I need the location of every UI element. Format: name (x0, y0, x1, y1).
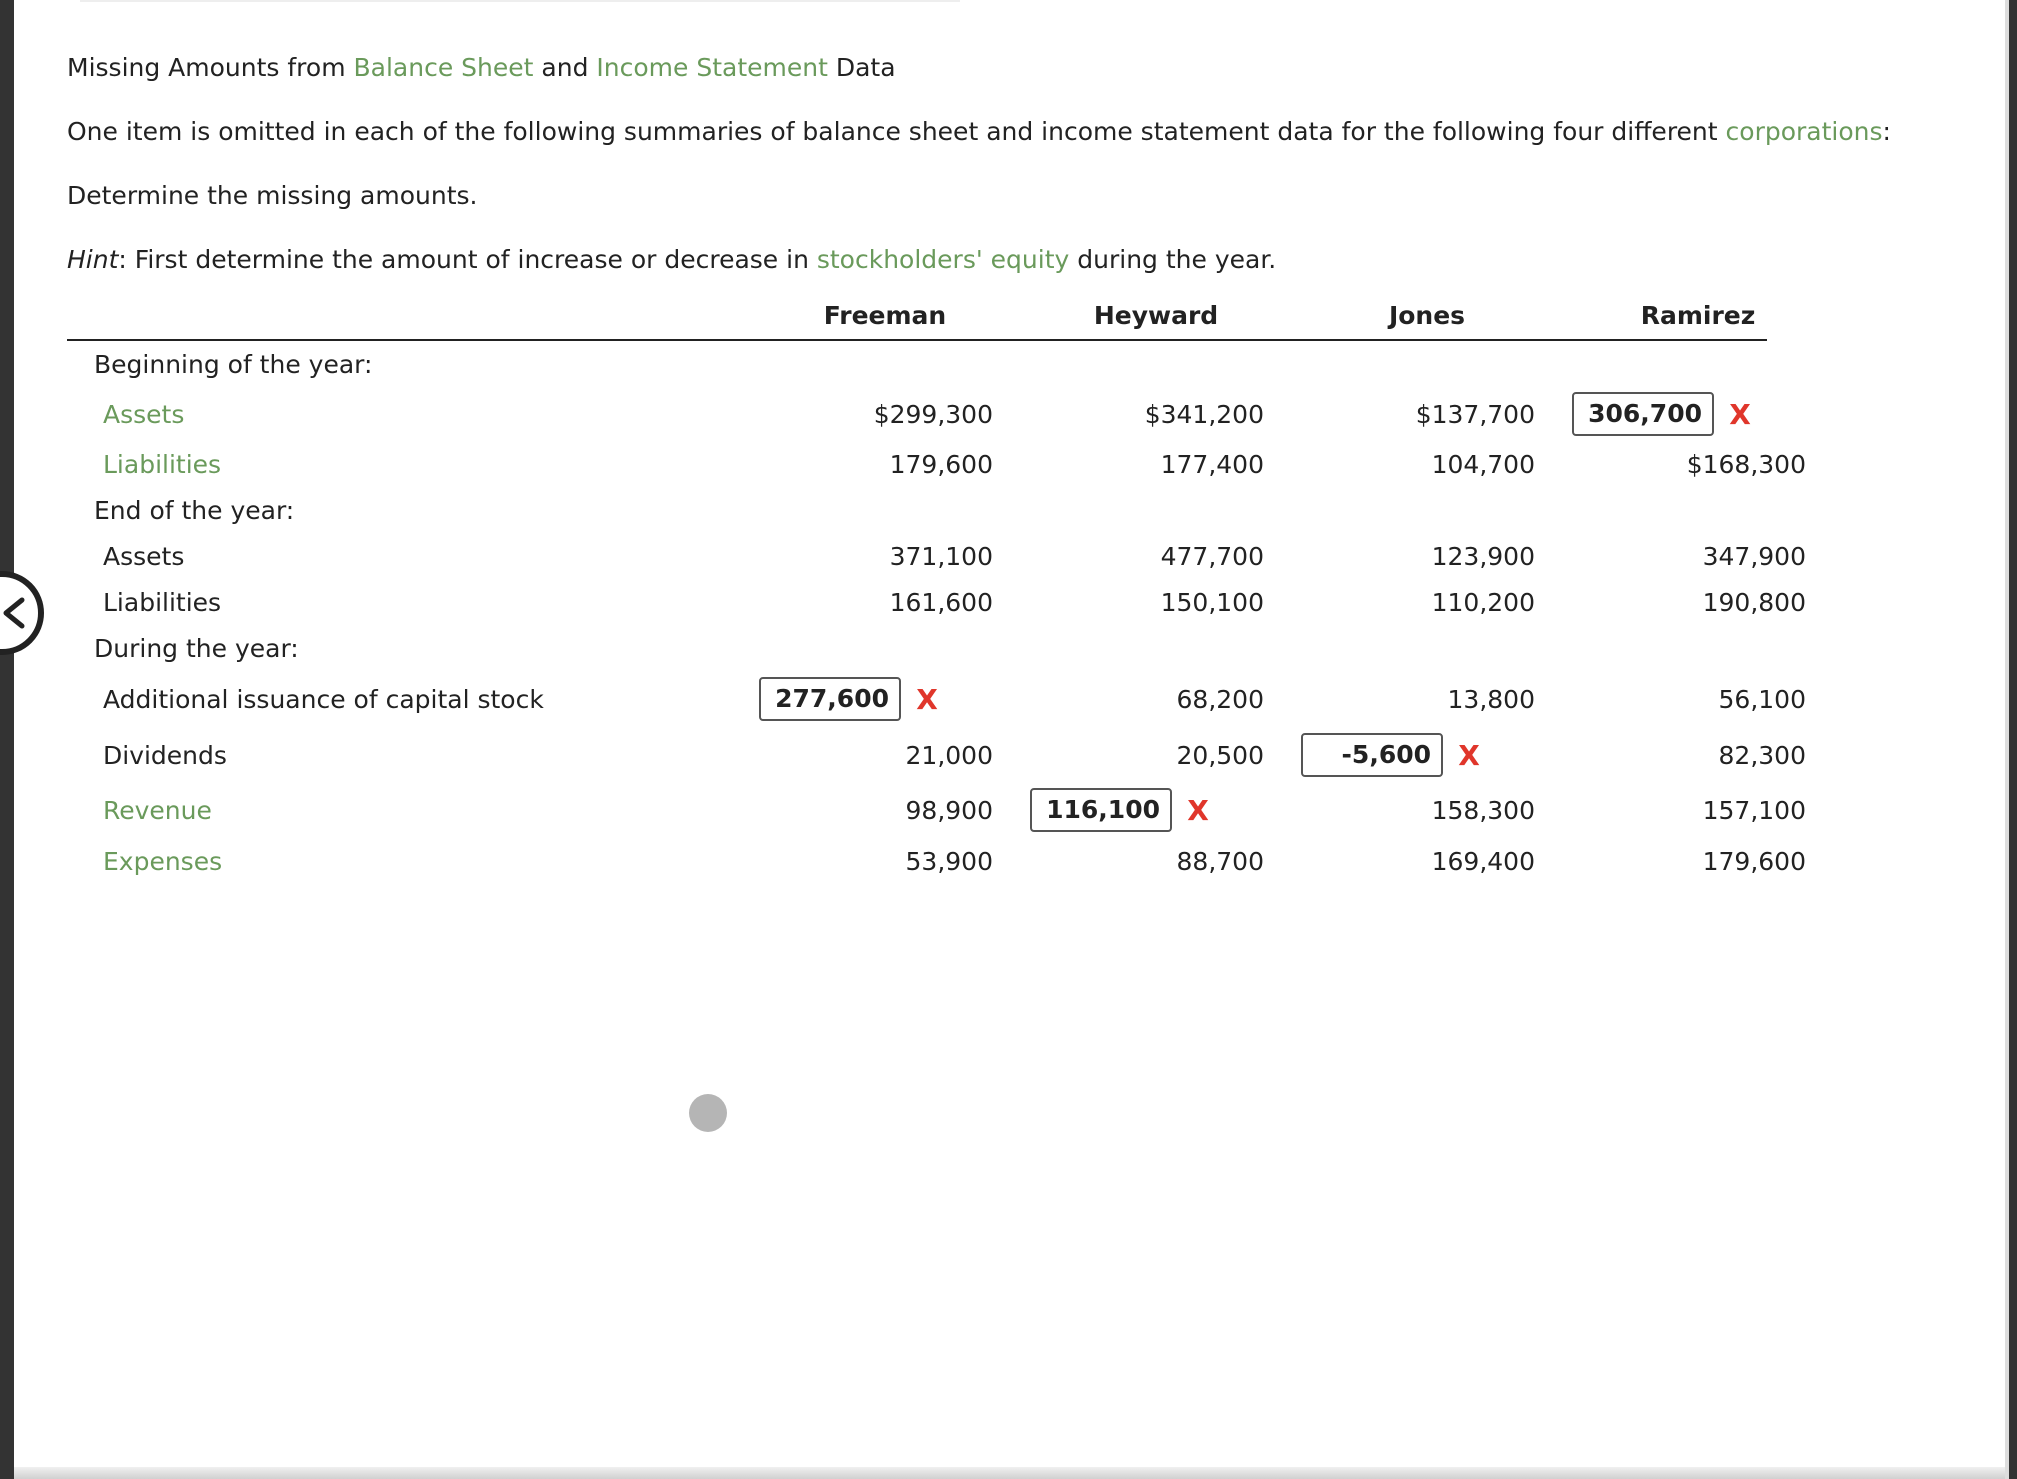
value-freeman: 98,900 (905, 796, 993, 825)
incorrect-x-icon: X (1187, 794, 1209, 827)
chevron-left-icon (2, 597, 26, 629)
left-frame-bar (0, 0, 14, 1479)
value-ramirez: 82,300 (1718, 741, 1806, 770)
value-ramirez: $168,300 (1686, 450, 1806, 479)
value-jones: 13,800 (1447, 685, 1535, 714)
header-rule (67, 339, 1767, 341)
row-label-dividends: Dividends (103, 741, 227, 770)
table-row (67, 445, 1806, 485)
table-row (67, 842, 1806, 882)
value-jones: 123,900 (1431, 542, 1535, 571)
row-label-revenue[interactable]: Revenue (103, 796, 212, 825)
cursor-indicator (689, 1094, 727, 1132)
value-jones: 158,300 (1431, 796, 1535, 825)
value-heyward: 177,400 (1160, 450, 1264, 479)
section-beginning: Beginning of the year: (94, 350, 373, 379)
answer-input-freeman-capital-stock[interactable]: 277,600 (759, 677, 901, 721)
problem-hint: Hint: First determine the amount of increase or decrease in stockholders' equity during the year. (67, 245, 1277, 274)
incorrect-x-icon: X (1458, 739, 1480, 772)
bottom-edge (14, 1467, 2005, 1479)
column-header-freeman: Freeman (823, 301, 947, 330)
table-row (67, 537, 1806, 577)
problem-description: One item is omitted in each of the following summaries of balance sheet and income statement data for the following four different corporations: (67, 117, 1891, 146)
value-heyward: 20,500 (1176, 741, 1264, 770)
value-heyward: 88,700 (1176, 847, 1264, 876)
row-label-assets: Assets (103, 542, 185, 571)
row-label-liabilities[interactable]: Liabilities (103, 450, 222, 479)
problem-title: Missing Amounts from Balance Sheet and Income Statement Data (67, 53, 896, 82)
value-ramirez: 56,100 (1718, 685, 1806, 714)
table-row (67, 395, 1767, 435)
table-row (67, 791, 1806, 831)
value-freeman: 21,000 (905, 741, 993, 770)
incorrect-x-icon: X (916, 683, 938, 716)
column-header-jones: Jones (1388, 301, 1466, 330)
value-ramirez: 179,600 (1702, 847, 1806, 876)
value-ramirez: 157,100 (1702, 796, 1806, 825)
value-ramirez: 190,800 (1702, 588, 1806, 617)
incorrect-x-icon: X (1729, 398, 1751, 431)
table-row (67, 583, 1806, 623)
table-row (67, 680, 1806, 720)
back-button[interactable] (0, 571, 44, 655)
answer-input-heyward-revenue[interactable]: 116,100 (1030, 788, 1172, 832)
value-ramirez: 347,900 (1702, 542, 1806, 571)
corporations-link[interactable]: corporations (1725, 117, 1883, 146)
value-heyward: 477,700 (1160, 542, 1264, 571)
value-jones: $137,700 (1415, 400, 1535, 429)
section-end: End of the year: (94, 496, 295, 525)
right-frame-bar (2005, 0, 2017, 1479)
row-label-expenses[interactable]: Expenses (103, 847, 223, 876)
row-label-assets[interactable]: Assets (103, 400, 185, 429)
top-divider (80, 0, 960, 2)
value-jones: 110,200 (1431, 588, 1535, 617)
value-heyward: $341,200 (1144, 400, 1264, 429)
row-label-liabilities: Liabilities (103, 588, 222, 617)
column-header-heyward: Heyward (1093, 301, 1219, 330)
problem-instruction: Determine the missing amounts. (67, 181, 478, 210)
value-freeman: 371,100 (889, 542, 993, 571)
row-label-capital-stock: Additional issuance of capital stock (103, 685, 544, 714)
value-freeman: $299,300 (873, 400, 993, 429)
value-jones: 169,400 (1431, 847, 1535, 876)
value-heyward: 150,100 (1160, 588, 1264, 617)
value-jones: 104,700 (1431, 450, 1535, 479)
stockholders-equity-link[interactable]: stockholders' equity (816, 245, 1070, 274)
balance-sheet-link[interactable]: Balance Sheet (353, 53, 534, 82)
answer-input-ramirez-assets[interactable]: 306,700 (1572, 392, 1714, 436)
value-freeman: 179,600 (889, 450, 993, 479)
answer-input-jones-dividends[interactable]: -5,600 (1301, 733, 1443, 777)
value-freeman: 53,900 (905, 847, 993, 876)
section-during: During the year: (94, 634, 299, 663)
table-row (67, 736, 1806, 776)
income-statement-link[interactable]: Income Statement (596, 53, 828, 82)
column-header-ramirez: Ramirez (1640, 301, 1756, 330)
value-freeman: 161,600 (889, 588, 993, 617)
value-heyward: 68,200 (1176, 685, 1264, 714)
